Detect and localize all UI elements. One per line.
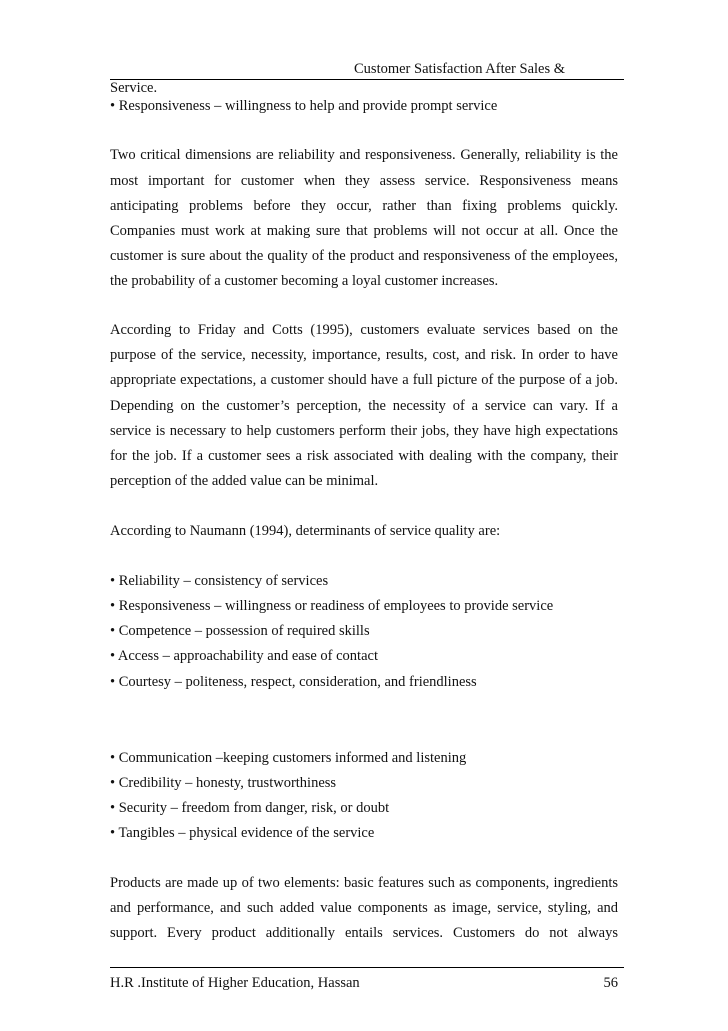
intro-bullet: • Responsiveness – willingness to help and provide prompt service bbox=[110, 98, 498, 114]
paragraph-3: According to Naumann (1994), determinants of service quality are: bbox=[110, 523, 501, 539]
service-quality-bullet: • Responsiveness – willingness or readiness of employees to provide service bbox=[110, 598, 554, 614]
service-quality-bullet: • Credibility – honesty, trustworthiness bbox=[110, 775, 337, 791]
service-quality-bullet: • Tangibles – physical evidence of the service bbox=[110, 825, 375, 841]
paragraph-2-line: appropriate expectations, a customer should have a full picture of the purpose of a job. bbox=[110, 372, 618, 388]
service-quality-bullet: • Security – freedom from danger, risk, or doubt bbox=[110, 800, 390, 816]
paragraph-2-line: purpose of the service, necessity, importance, results, cost, and risk. In order to have bbox=[110, 347, 618, 363]
service-quality-bullet: • Courtesy – politeness, respect, consideration, and friendliness bbox=[110, 674, 477, 690]
paragraph-1-line: most important for customer when they assess service. Responsiveness means bbox=[110, 173, 618, 189]
paragraph-2-line: service is necessary to help customers perform their jobs, they have high expectations bbox=[110, 423, 618, 439]
paragraph-1-line: anticipating problems before they occur, rather than fixing problems quickly. bbox=[110, 198, 618, 214]
running-header-title: Customer Satisfaction After Sales & bbox=[354, 61, 566, 77]
header-rule bbox=[110, 79, 624, 80]
paragraph-1-line: Companies must work at making sure that problems will not occur at all. Once the bbox=[110, 223, 618, 239]
paragraph-4-line: and performance, and such added value components as image, service, styling, and bbox=[110, 900, 618, 916]
paragraph-1-line: Two critical dimensions are reliability and responsiveness. Generally, reliability is the bbox=[110, 147, 618, 163]
service-quality-bullet: • Reliability – consistency of services bbox=[110, 573, 329, 589]
paragraph-2-line: Depending on the customer’s perception, the necessity of a service can vary. If a bbox=[110, 398, 618, 414]
service-quality-bullet: • Access – approachability and ease of contact bbox=[110, 648, 378, 664]
running-header-continuation: Service. bbox=[110, 80, 158, 96]
service-quality-bullet: • Competence – possession of required skills bbox=[110, 623, 370, 639]
paragraph-2-line: perception of the added value can be minimal. bbox=[110, 473, 379, 489]
footer-institution: H.R .Institute of Higher Education, Hassan bbox=[110, 975, 360, 991]
paragraph-1-line: customer is sure about the quality of the product and responsiveness of the employees, bbox=[110, 248, 618, 264]
service-quality-bullet: • Communication –keeping customers informed and listening bbox=[110, 750, 467, 766]
paragraph-2-line: for the job. If a customer sees a risk associated with dealing with the company, their bbox=[110, 448, 618, 464]
paragraph-1-line: the probability of a customer becoming a loyal customer increases. bbox=[110, 273, 499, 289]
paragraph-2-line: According to Friday and Cotts (1995), customers evaluate services based on the bbox=[110, 322, 618, 338]
paragraph-4-line: support. Every product additionally entails services. Customers do not always bbox=[110, 925, 618, 941]
page-number: 56 bbox=[603, 975, 618, 991]
paragraph-4-line: Products are made up of two elements: basic features such as components, ingredients bbox=[110, 875, 618, 891]
footer-rule bbox=[110, 967, 624, 968]
